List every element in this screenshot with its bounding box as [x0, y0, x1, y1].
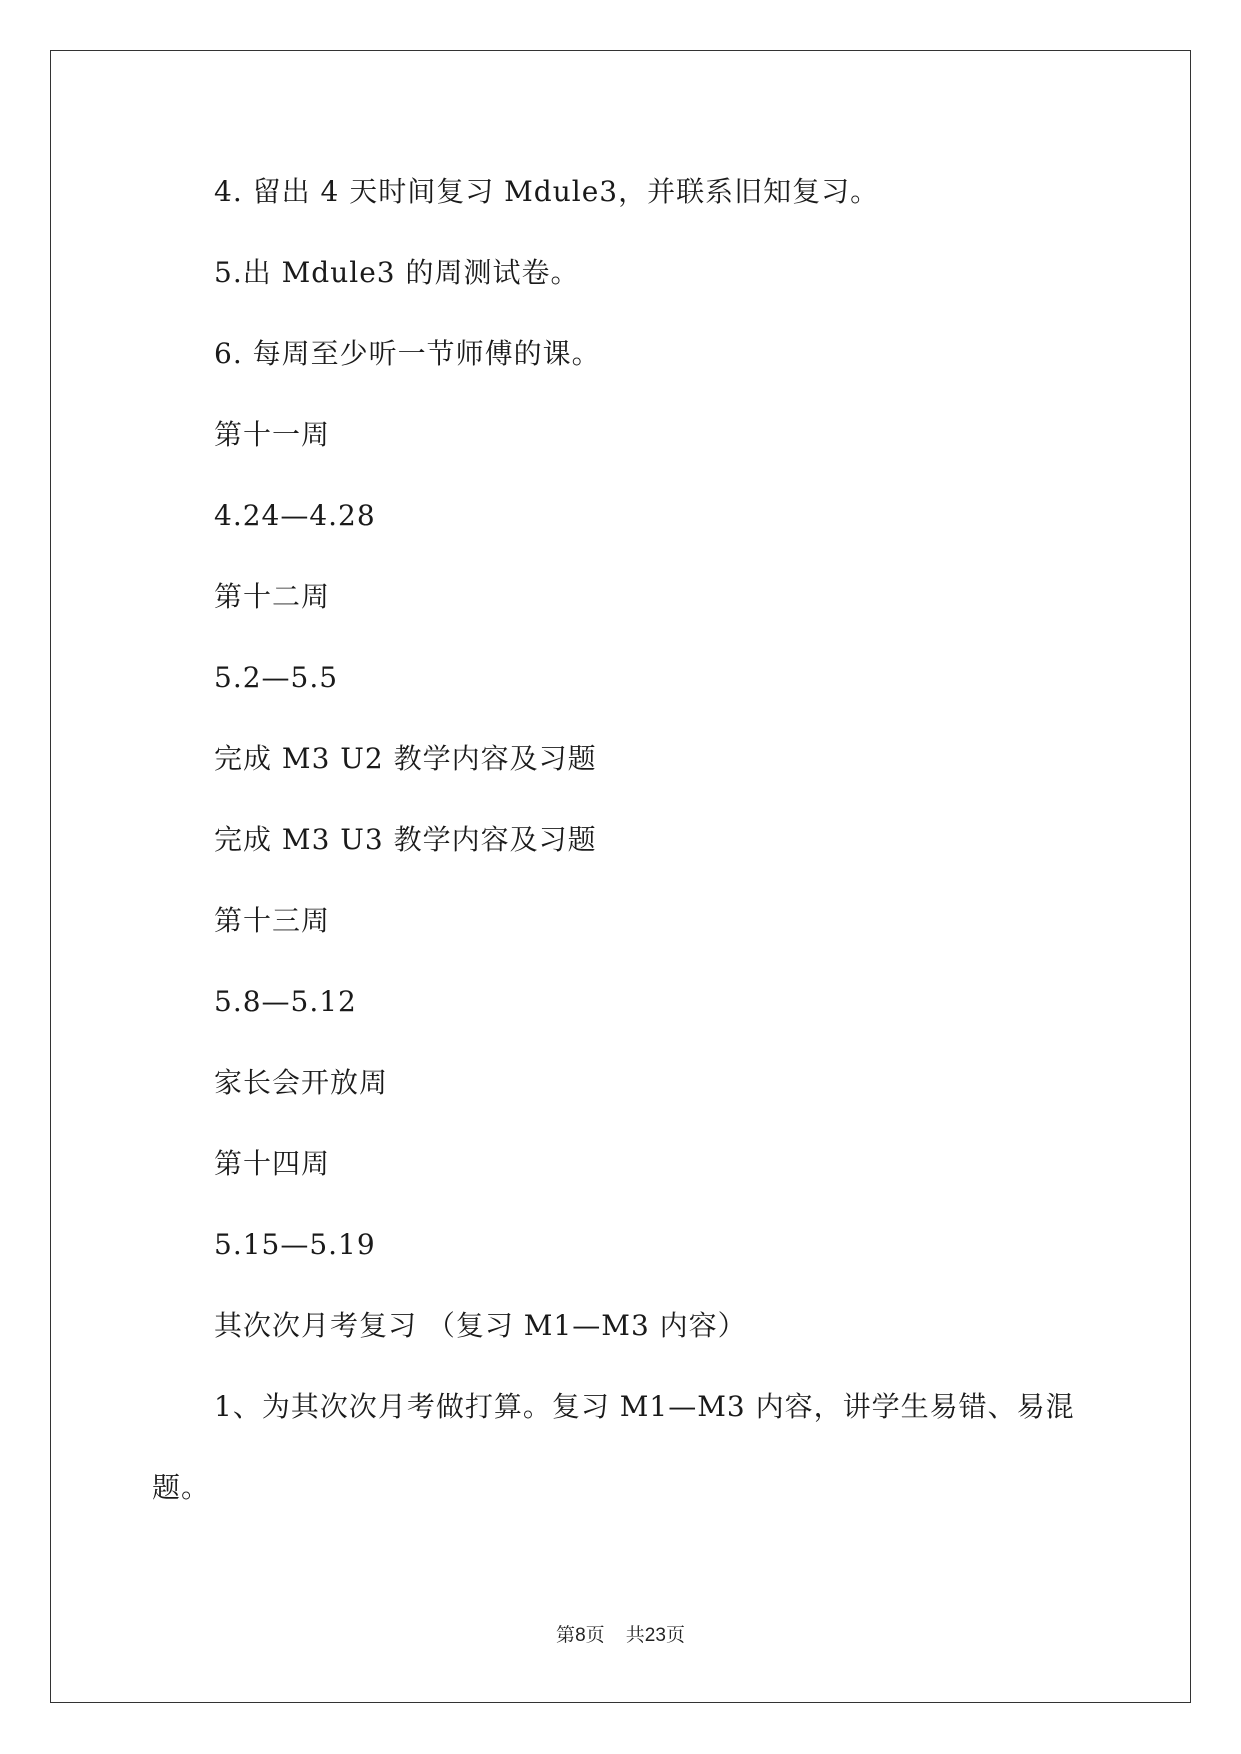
footer-total-pages: 23 — [644, 1625, 666, 1646]
document-line-2: 5.出 Mdule3 的周测试卷。 — [214, 256, 580, 289]
task-line-review: 其次次月考复习 （复习 M1—M3 内容） — [214, 1309, 747, 1342]
footer-page-number: 8 — [575, 1625, 586, 1646]
task-line-m3-u3: 完成 M3 U3 教学内容及习题 — [214, 823, 597, 856]
date-range-week-14: 5.15—5.19 — [214, 1228, 376, 1261]
task-line-m3-u2: 完成 M3 U2 教学内容及习题 — [214, 742, 597, 775]
footer-total-prefix: 共 — [625, 1625, 645, 1646]
week-heading-11: 第十一周 — [214, 418, 331, 451]
date-range-week-12: 5.2—5.5 — [214, 661, 339, 694]
page-border — [50, 50, 1191, 1703]
date-range-week-11: 4.24—4.28 — [214, 499, 376, 532]
week-heading-14: 第十四周 — [214, 1147, 331, 1180]
document-line-3: 6. 每周至少听一节师傅的课。 — [214, 337, 601, 370]
document-line-1: 4. 留出 4 天时间复习 Mdule3，并联系旧知复习。 — [214, 175, 880, 208]
footer-page-prefix: 第 — [556, 1625, 576, 1646]
task-line-parent-meeting: 家长会开放周 — [214, 1066, 389, 1099]
document-line-review-plan: 1、为其次次月考做打算。复习 M1—M3 内容，讲学生易错、易混 — [214, 1390, 1075, 1423]
document-line-review-plan-cont: 题。 — [152, 1471, 211, 1504]
week-heading-13: 第十三周 — [214, 904, 331, 937]
date-range-week-13: 5.8—5.12 — [214, 985, 357, 1018]
page-footer — [0, 1620, 1241, 1647]
footer-total-suffix: 页 — [665, 1625, 685, 1646]
footer-page-suffix: 页 — [585, 1625, 605, 1646]
week-heading-12: 第十二周 — [214, 580, 331, 613]
